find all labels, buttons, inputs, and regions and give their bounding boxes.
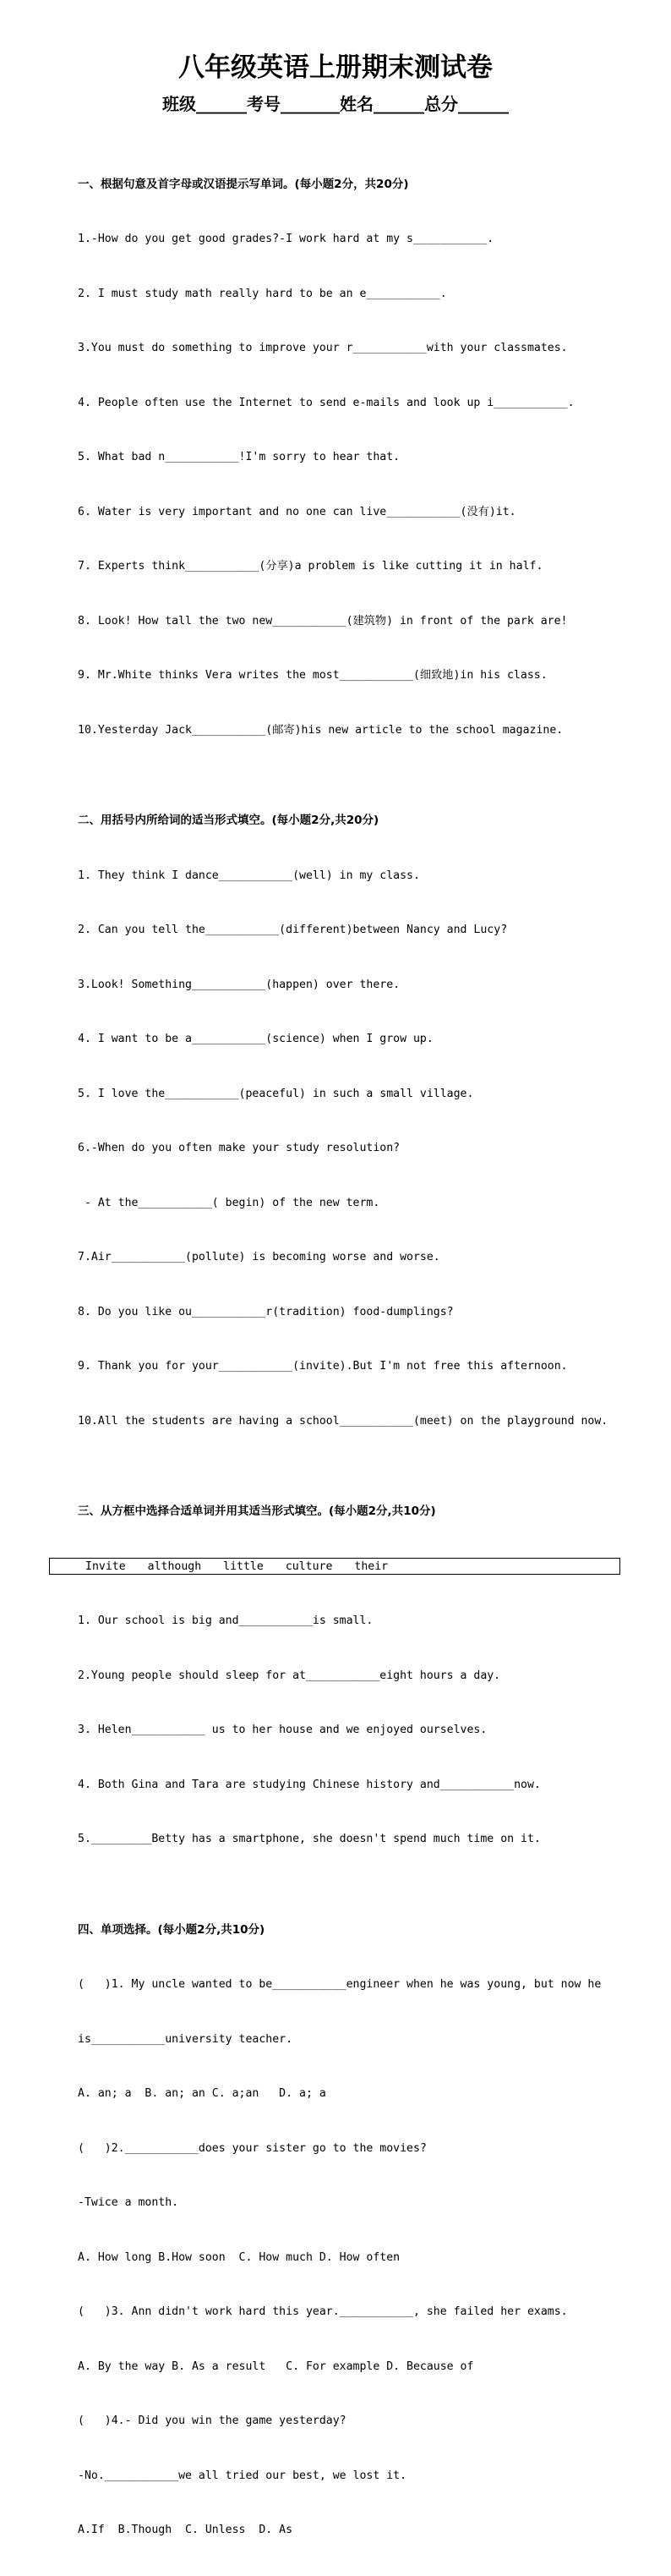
question-line: ( )2.___________does your sister go to the movies? xyxy=(78,2141,427,2155)
question-line: 3.Look! Something___________(happen) over there. xyxy=(78,978,401,991)
question-line: 2.Young people should sleep for at___________eight hours a day. xyxy=(78,1669,501,1682)
answer-options: A. How long B.How soon C. How much D. How often xyxy=(78,2250,401,2264)
question-line: 2. Can you tell the___________(different)between Nancy and Lucy? xyxy=(78,924,508,936)
question-line: 2. I must study math really hard to be an e___________. xyxy=(78,287,447,300)
section-1-heading: 一、根据句意及首字母或汉语提示写单词。(每小题2分，共20分) xyxy=(78,177,409,191)
question-line: 8. Look! How tall the two new___________(建筑物) in front of the park are! xyxy=(78,614,568,628)
word-bank-box xyxy=(49,1558,620,1575)
answer-options: A. an; a B. an; an C. a;an D. a; a xyxy=(78,2087,326,2100)
word-bank-word: Invite xyxy=(85,1560,126,1573)
question-line: 1. They think I dance___________(well) in my class. xyxy=(78,869,420,882)
section-4-heading: 四、单项选择。(每小题2分,共10分) xyxy=(78,1922,265,1937)
question-line: 10.All the students are having a school___________(meet) on the playground now. xyxy=(78,1414,608,1428)
question-line: 3.You must do something to improve your r___________with your classmates. xyxy=(78,342,568,354)
question-line: is___________university teacher. xyxy=(78,2032,293,2046)
question-line: 10.Yesterday Jack___________(邮寄)his new article to the school magazine. xyxy=(78,723,564,737)
class-field: 班级______ xyxy=(162,94,247,114)
question-line: 5. What bad n___________!I'm sorry to hear that. xyxy=(78,451,401,463)
question-line: 4. Both Gina and Tara are studying Chinese history and___________now. xyxy=(78,1778,541,1791)
question-line: 5. I love the___________(peaceful) in such a small village. xyxy=(78,1087,474,1100)
total-score-field: 总分______ xyxy=(424,94,509,114)
question-line: ( )3. Ann didn't work hard this year.___________, she failed her exams. xyxy=(78,2305,568,2318)
section-2-heading: 二、用括号内所给词的适当形式填空。(每小题2分,共20分) xyxy=(78,814,379,827)
page-title: 八年级英语上册期末测试卷 xyxy=(178,52,493,83)
answer-options: A. By the way B. As a result C. For example D. Because of xyxy=(78,2360,474,2373)
question-line: -Twice a month. xyxy=(78,2196,179,2209)
question-line: 9. Mr.White thinks Vera writes the most___________(细致地)in his class. xyxy=(78,669,548,682)
question-line: 1. Our school is big and___________is small. xyxy=(78,1614,374,1627)
question-line: 9. Thank you for your___________(invite).But I'm not free this afternoon. xyxy=(78,1360,568,1373)
question-line: 6.-When do you often make your study resolution? xyxy=(78,1142,401,1154)
question-line: - At the___________( begin) of the new term. xyxy=(78,1196,380,1209)
word-bank-word: although xyxy=(147,1560,202,1573)
question-line: -No.___________we all tried our best, we lost it. xyxy=(78,2469,407,2482)
question-line: 1.-How do you get good grades?-I work hard at my s___________. xyxy=(78,233,494,245)
exam-content xyxy=(78,121,636,2576)
question-line: 3. Helen___________ us to her house and we enjoyed ourselves. xyxy=(78,1724,488,1736)
question-line: ( )1. My uncle wanted to be___________engineer when he was young, but now he xyxy=(78,1978,602,1991)
student-info-row xyxy=(0,91,671,117)
name-field: 姓名______ xyxy=(340,94,424,114)
exam-number-field: 考号_______ xyxy=(247,94,340,114)
question-line: 5._________Betty has a smartphone, she doesn't spend much time on it. xyxy=(78,1833,541,1845)
question-line: 6. Water is very important and no one can live___________(没有)it. xyxy=(78,505,516,518)
question-line: 7.Air___________(pollute) is becoming worse and worse. xyxy=(78,1251,440,1263)
question-line: 4. I want to be a___________(science) when I grow up. xyxy=(78,1033,434,1045)
question-line: ( )4.- Did you win the game yesterday? xyxy=(78,2414,346,2427)
answer-options: A.If B.Though C. Unless D. As xyxy=(78,2524,293,2536)
word-bank-word: little xyxy=(223,1560,264,1573)
section-3-heading: 三、从方框中选择合适单词并用其适当形式填空。(每小题2分,共10分) xyxy=(78,1504,436,1518)
question-line: 8. Do you like ou___________r(tradition) food-dumplings? xyxy=(78,1305,454,1318)
question-line: 4. People often use the Internet to send e-mails and look up i___________. xyxy=(78,396,575,409)
word-bank-word: their xyxy=(354,1560,389,1573)
question-line: 7. Experts think___________(分享)a problem is like cutting it in half. xyxy=(78,560,543,573)
word-bank-word: culture xyxy=(285,1560,333,1573)
